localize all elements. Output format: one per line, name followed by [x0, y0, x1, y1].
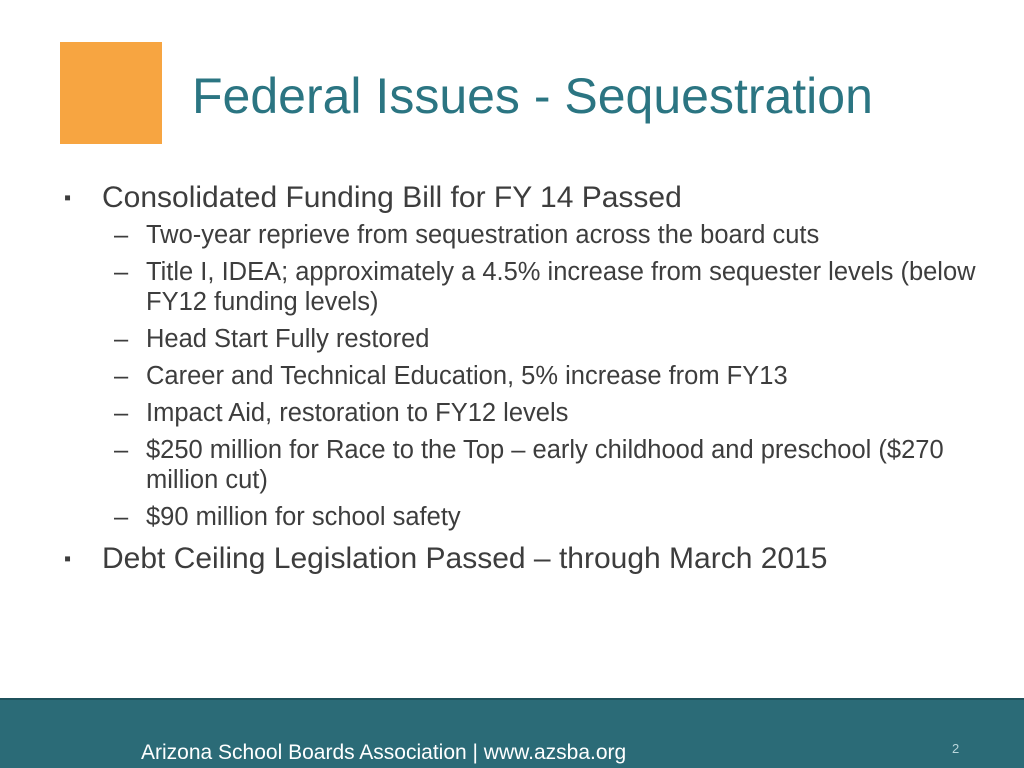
square-bullet-icon: ▪ [64, 548, 72, 570]
sub-bullet-text: Career and Technical Education, 5% increase from FY13 [146, 362, 788, 390]
dash-bullet-icon: – [114, 325, 129, 353]
sub-bullet-text: Impact Aid, restoration to FY12 levels [146, 399, 569, 427]
bullet-item [60, 178, 980, 532]
sub-bullet-item [102, 220, 980, 250]
dash-bullet-icon: – [114, 503, 129, 531]
bullet-item [60, 539, 980, 579]
bullet-text: Consolidated Funding Bill for FY 14 Passed [102, 181, 682, 214]
sub-bullet-item [102, 257, 980, 317]
sub-bullet-text: $90 million for school safety [146, 503, 461, 531]
dash-bullet-icon: – [114, 362, 129, 390]
sub-bullet-item [102, 361, 980, 391]
sub-bullet-text: $250 million for Race to the Top – early childhood and preschool ($270 million cut) [146, 436, 944, 494]
sub-bullet-text: Title I, IDEA; approximately a 4.5% increase from sequester levels (below FY12 funding levels) [146, 258, 976, 316]
sub-bullet-text: Head Start Fully restored [146, 325, 430, 353]
accent-square [60, 42, 162, 144]
dash-bullet-icon: – [114, 258, 129, 286]
sub-bullet-list [102, 220, 980, 532]
sub-bullet-item [102, 435, 980, 495]
sub-bullet-item [102, 324, 980, 354]
sub-bullet-item [102, 502, 980, 532]
square-bullet-icon: ▪ [64, 187, 72, 209]
sub-bullet-item [102, 398, 980, 428]
bullet-list [60, 178, 980, 579]
page-number: 2 [952, 741, 960, 756]
slide-title: Federal Issues - Sequestration [192, 68, 873, 124]
dash-bullet-icon: – [114, 436, 129, 464]
bullet-text: Debt Ceiling Legislation Passed – through March 2015 [102, 542, 828, 575]
dash-bullet-icon: – [114, 399, 129, 427]
dash-bullet-icon: – [114, 221, 129, 249]
footer-text: Arizona School Boards Association | www.azsba.org [141, 741, 627, 764]
sub-bullet-text: Two-year reprieve from sequestration across the board cuts [146, 221, 820, 249]
